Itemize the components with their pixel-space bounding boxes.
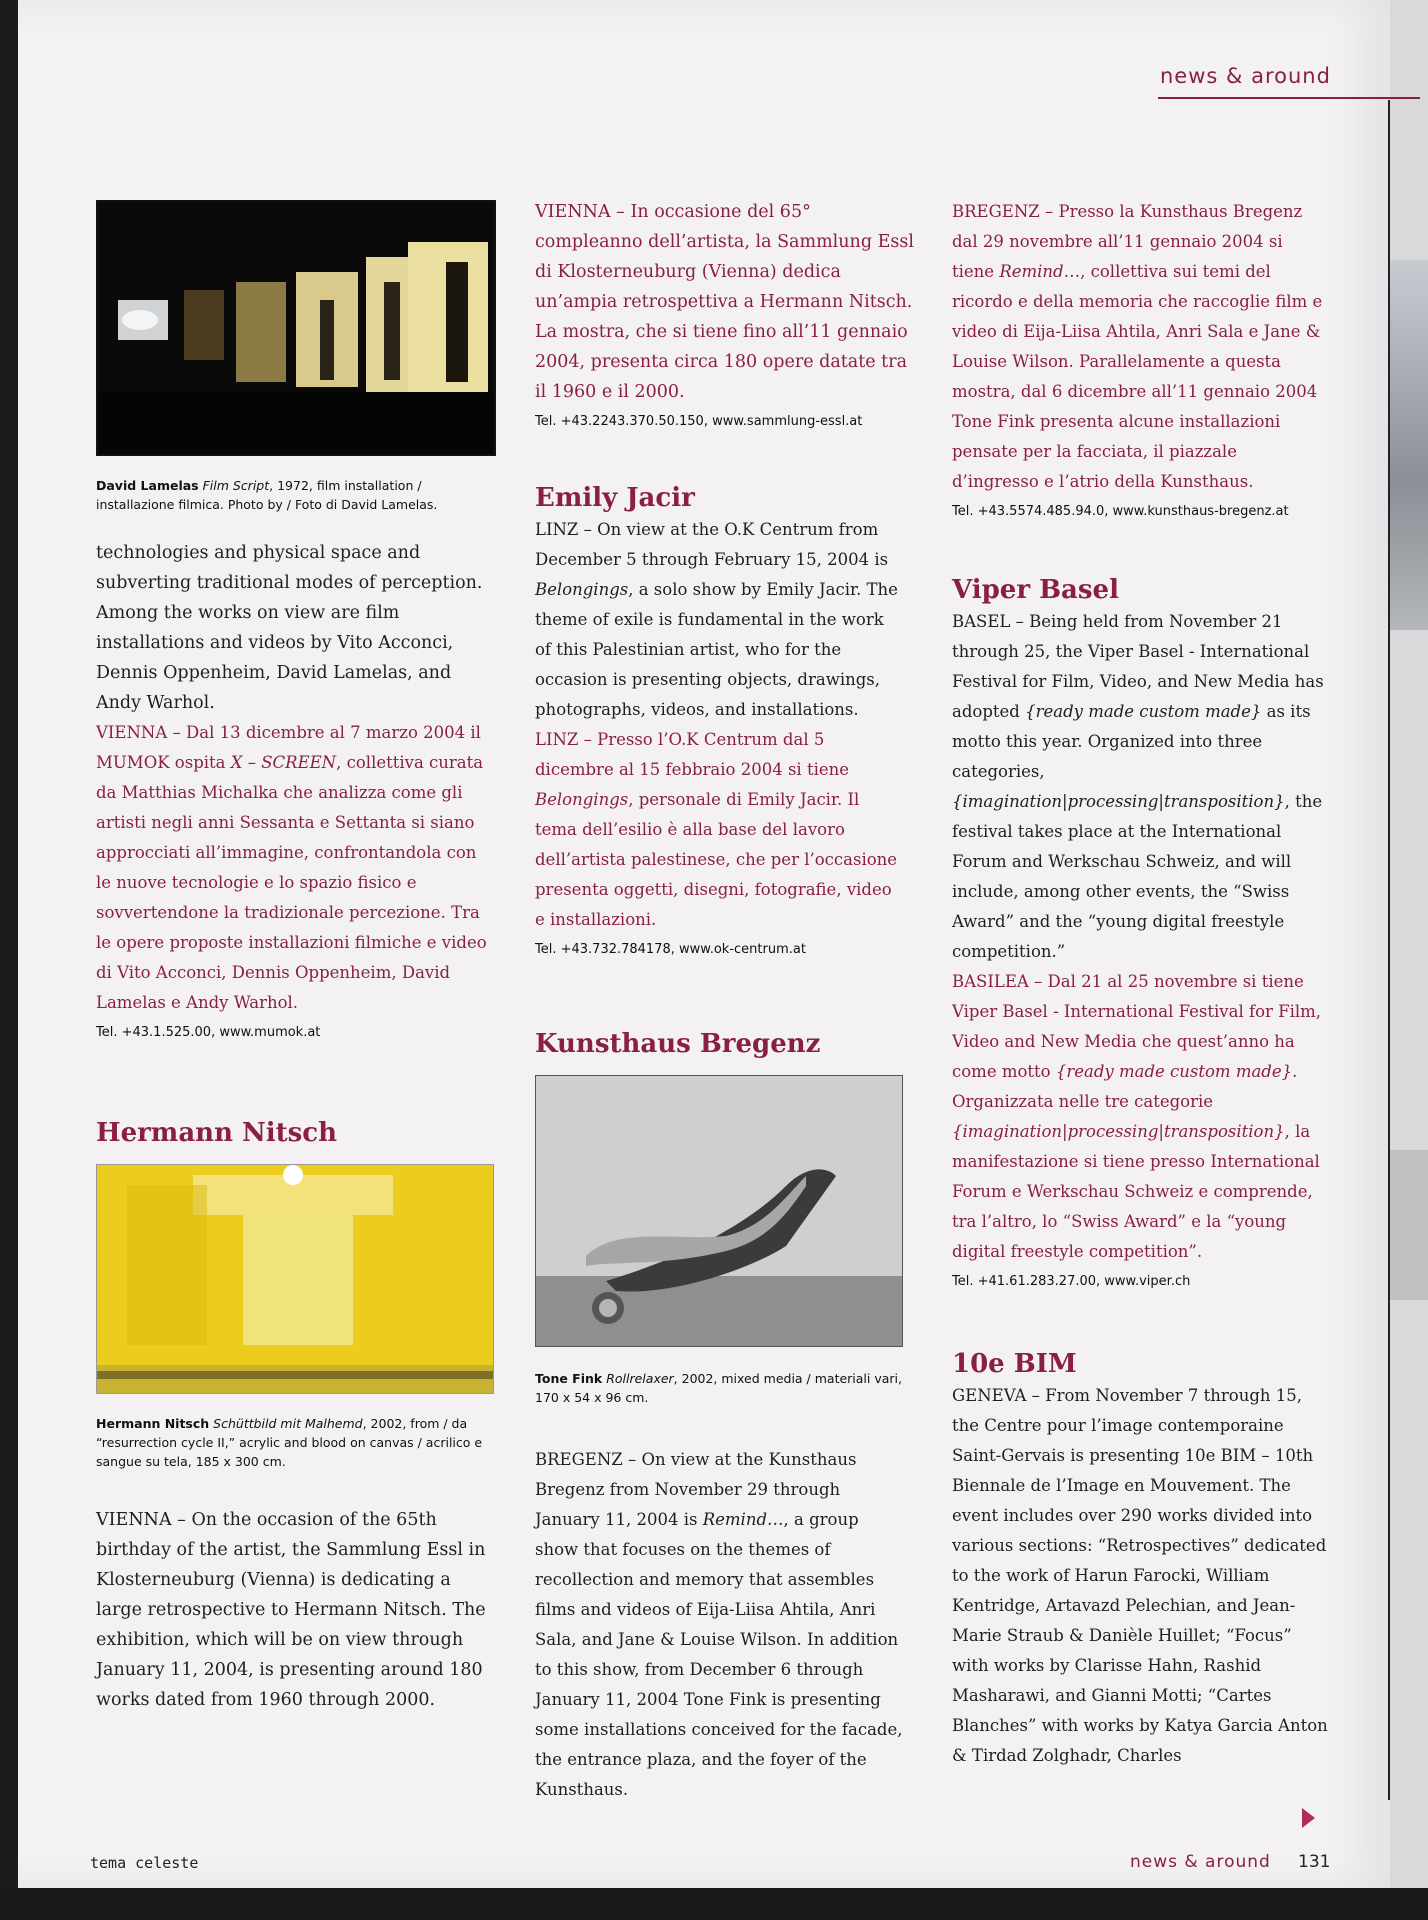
- page-number: 131: [1298, 1852, 1331, 1872]
- section-heading: Emily Jacir: [535, 483, 695, 513]
- text-run: , a group show that focuses on the themes of recollection and memory that assembles films and videos of Eija-Liisa Ahtila, Anri Sala, and Jane & Louise Wilson. In addition to this show, from December 6 through January 11, 2004 Tone Fink is presenting some installations conceived for the facade, the entrance plaza, and the foyer of the Kunsthaus.: [535, 1510, 903, 1799]
- photo-film-script: [96, 200, 496, 456]
- exhibition-title: Belongings: [535, 580, 629, 599]
- caption-details: , 2002, mixed media / materiali vari, 170 x 54 x 96 cm.: [535, 1371, 902, 1405]
- article-text-it: [535, 725, 905, 935]
- caption-details: , 1972, film installation / installazione filmica. Photo by / Foto di David Lamelas.: [96, 478, 438, 512]
- caption-title: Rollrelaxer: [606, 1371, 674, 1386]
- text-run: BASEL – Being held from November 21 through 25, the Viper Basel - International Festival for Film, Video, and New Media has adopted: [952, 612, 1324, 721]
- exhibition-title: Remind…: [702, 1510, 784, 1529]
- text-run: , the festival takes place at the International Forum and Werkschau Schweiz, and will include, among other events, the “Swiss Award” and the “young digital freestyle competition.”: [952, 792, 1323, 961]
- photo-caption: [96, 476, 476, 514]
- motto: {ready made custom made}: [1025, 702, 1262, 721]
- section-name: news & around: [1130, 1852, 1271, 1872]
- text-run: . Organizzata nelle tre categorie: [952, 1062, 1298, 1111]
- running-head-rule: [1158, 97, 1420, 99]
- contact-line: Tel. +43.1.525.00, www.mumok.at: [96, 1025, 321, 1040]
- text-run: , a solo show by Emily Jacir. The theme of exile is fundamental in the work of this Palestinian artist, who for the occasion is presenting objects, drawings, photographs, videos, and installations.: [535, 580, 898, 719]
- running-head: news & around: [1160, 64, 1331, 88]
- article-text-en: GENEVA – From November 7 through 15, the Centre pour l’image contemporaine Saint-Gervais is presenting 10e BIM – 10th Biennale de l’Image en Mouvement. The event includes over 290 works divided into various sections: “Retrospectives” dedicated to the work of Harun Farocki, William Kentridge, Artavazd Pelechian, and Jean-Marie Straub & Danièle Huillet; “Focus” with works by Clarisse Hahn, Rashid Masharawi, and Gianni Motti; “Cartes Blanches” with works by Katya Garcia Anton & Tirdad Zolghadr, Charles: [952, 1386, 1328, 1765]
- article-text-it: [952, 197, 1328, 497]
- facing-page-edge: [1390, 0, 1428, 1888]
- categories: {imagination|processing|transposition}: [952, 1122, 1285, 1141]
- magazine-name: tema celeste: [90, 1854, 199, 1872]
- section-heading: 10e BIM: [952, 1349, 1077, 1379]
- column-2: [535, 197, 915, 1805]
- text-run: , personale di Emily Jacir. Il tema dell’esilio è alla base del lavoro dell’artista palestinese, che per l’occasione presenta oggetti, disegni, fotografie, video e installazioni.: [535, 790, 898, 929]
- text-run: as its motto this year. Organized into three categories,: [952, 702, 1311, 781]
- article-text-it: [952, 967, 1328, 1267]
- section-heading: Kunsthaus Bregenz: [535, 1029, 821, 1059]
- photo-schuettbild: [96, 1164, 494, 1394]
- motto: {ready made custom made}: [1055, 1062, 1293, 1081]
- text-run: BREGENZ – Presso la Kunsthaus Bregenz dal 29 novembre all’11 gennaio 2004 si tiene: [952, 202, 1303, 281]
- contact-line: Tel. +43.2243.370.50.150, www.sammlung-essl.at: [535, 414, 863, 429]
- page-gutter: [1388, 100, 1390, 1800]
- caption-artist: Tone Fink: [535, 1371, 603, 1386]
- text-run: LINZ – On view at the O.K Centrum from December 5 through February 15, 2004 is: [535, 520, 889, 569]
- article-text-en: VIENNA – On the occasion of the 65th birthday of the artist, the Sammlung Essl in Klosterneuburg (Vienna) is dedicating a large retrospective to Hermann Nitsch. The exhibition, which will be on view through January 11, 2004, is presenting around 180 works dated from 1960 through 2000.: [96, 1510, 486, 1710]
- section-heading: Viper Basel: [952, 575, 1119, 605]
- photo-caption: [535, 1369, 905, 1407]
- section-heading: Hermann Nitsch: [96, 1118, 338, 1148]
- caption-details: , 2002, from / da “resurrection cycle II,” acrylic and blood on canvas / acrilico e sangue su tela, 185 x 300 cm.: [96, 1416, 483, 1469]
- categories: {imagination|processing|transposition}: [952, 792, 1285, 811]
- text-run: , collettiva curata da Matthias Michalka che analizza come gli artisti negli anni Sessanta e Settanta si siano approcciati all’immagine, confrontandola con le nuove tecnologie e lo spazio fisico e sovvertendone la tradizionale percezione. Tra le opere proposte installazioni filmiche e video di Vito Acconci, Dennis Oppenheim, David Lamelas e Andy Warhol.: [96, 753, 487, 1012]
- photo-rollrelaxer: [535, 1075, 903, 1347]
- caption-title: Schüttbild mit Malhemd: [213, 1416, 363, 1431]
- article-text-it: [96, 718, 496, 1018]
- text-run: LINZ – Presso l’O.K Centrum dal 5 dicembre al 15 febbraio 2004 si tiene: [535, 730, 850, 779]
- text-run: BREGENZ – On view at the Kunsthaus Bregenz from November 29 through January 11, 2004 is: [535, 1450, 857, 1529]
- text-run: BASILEA – Dal 21 al 25 novembre si tiene Viper Basel - International Festival for Film, Video and New Media che quest’anno ha come motto: [952, 972, 1322, 1081]
- facing-page-image: [1390, 260, 1428, 630]
- text-run: VIENNA – Dal 13 dicembre al 7 marzo 2004 il MUMOK ospita: [96, 723, 481, 772]
- article-text-en: [535, 515, 905, 725]
- contact-line: Tel. +41.61.283.27.00, www.viper.ch: [952, 1274, 1191, 1289]
- caption-artist: David Lamelas: [96, 478, 199, 493]
- photo-caption: [96, 1414, 492, 1471]
- article-text-it: VIENNA – In occasione del 65° compleanno dell’artista, la Sammlung Essl di Klosterneuburg (Vienna) dedica un’ampia retrospettiva a Hermann Nitsch. La mostra, che si tiene fino all’11 gennaio 2004, presenta circa 180 opere datate tra il 1960 e il 2000.: [535, 202, 914, 402]
- column-3: [952, 197, 1332, 1771]
- facing-page-image: [1390, 1150, 1428, 1300]
- exhibition-title: Remind…: [999, 262, 1081, 281]
- exhibition-title: Belongings: [535, 790, 629, 809]
- contact-line: Tel. +43.5574.485.94.0, www.kunsthaus-bregenz.at: [952, 504, 1289, 519]
- article-text-en: technologies and physical space and subverting traditional modes of perception. Among the works on view are film installations and videos by Vito Acconci, Dennis Oppenheim, David Lamelas, and Andy Warhol.: [96, 543, 483, 713]
- caption-title: Film Script: [202, 478, 270, 493]
- contact-line: Tel. +43.732.784178, www.ok-centrum.at: [535, 942, 806, 957]
- continue-arrow-icon: [1302, 1808, 1315, 1828]
- text-run: , la manifestazione si tiene presso International Forum e Werkschau Schweiz e comprende, tra l’altro, lo “Swiss Award” e la “young digital freestyle competition”.: [952, 1122, 1320, 1261]
- text-run: , collettiva sui temi del ricordo e della memoria che raccoglie film e video di Eija-Liisa Ahtila, Anri Sala e Jane & Louise Wilson. Parallelamente a questa mostra, dal 6 dicembre all’11 gennaio 2004 Tone Fink presenta alcune installazioni pensate per la facciata, il piazzale d’ingresso e l’atrio della Kunsthaus.: [952, 262, 1323, 491]
- scan-edge: [0, 1888, 1428, 1920]
- article-text-en: [952, 607, 1328, 967]
- column-1: [96, 200, 501, 1715]
- caption-artist: Hermann Nitsch: [96, 1416, 210, 1431]
- article-text-en: [535, 1445, 905, 1805]
- exhibition-title: X – SCREEN: [230, 753, 337, 772]
